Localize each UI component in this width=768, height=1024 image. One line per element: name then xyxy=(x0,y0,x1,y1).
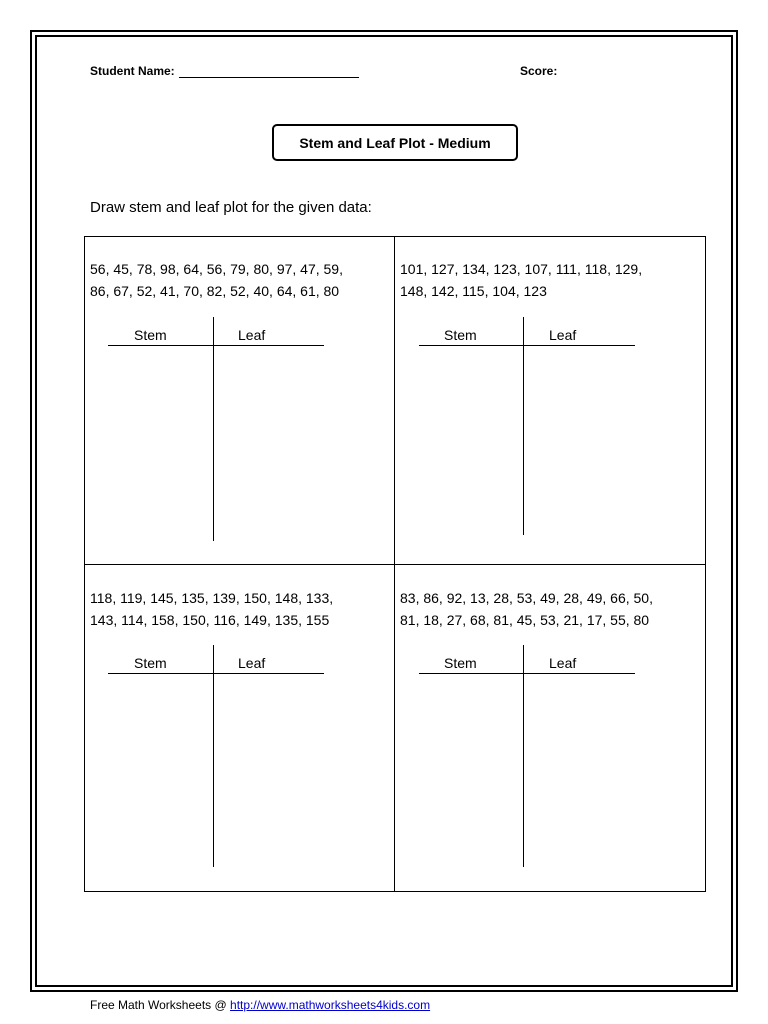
problem-3-data xyxy=(90,587,390,631)
worksheet-title xyxy=(272,124,518,161)
problem-2-data-line-1: 101, 127, 134, 123, 107, 111, 118, 129, xyxy=(400,261,643,277)
problem-2-data-line-2: 148, 142, 115, 104, 123 xyxy=(400,283,547,299)
student-name-field xyxy=(90,64,359,78)
problem-4-leaf-label: Leaf xyxy=(549,655,577,671)
problem-1-stem-label: Stem xyxy=(134,327,167,343)
worksheet-title-text: Stem and Leaf Plot - Medium xyxy=(299,134,491,151)
problem-1-data xyxy=(90,258,390,302)
problem-2-stem-divider xyxy=(523,317,524,535)
score-label: Score: xyxy=(520,64,558,78)
problem-3-leaf-label: Leaf xyxy=(238,655,266,671)
problem-1-stem-divider xyxy=(213,317,214,541)
footer-prefix: Free Math Worksheets @ xyxy=(90,998,231,1012)
problem-1-data-line-1: 56, 45, 78, 98, 64, 56, 79, 80, 97, 47, 59, xyxy=(90,261,343,277)
problem-1-header-rule xyxy=(108,345,324,346)
problem-2-data xyxy=(400,258,700,302)
problem-2-header-rule xyxy=(419,345,635,346)
problem-2-stem-label: Stem xyxy=(444,327,477,343)
problem-3-header-rule xyxy=(108,673,324,674)
instruction-text: Draw stem and leaf plot for the given data: xyxy=(90,199,372,216)
problem-3-stem-label: Stem xyxy=(134,655,167,671)
problem-4-data xyxy=(400,587,700,631)
problem-4-header-rule xyxy=(419,673,635,674)
problem-4-data-line-1: 83, 86, 92, 13, 28, 53, 49, 28, 49, 66, 50, xyxy=(400,590,653,606)
problem-1-data-line-2: 86, 67, 52, 41, 70, 82, 52, 40, 64, 61, 80 xyxy=(90,283,340,299)
problem-3-stem-divider xyxy=(213,645,214,867)
grid-divider-horizontal xyxy=(84,564,706,565)
problem-4-stem-divider xyxy=(523,645,524,867)
problem-1-leaf-label: Leaf xyxy=(238,327,266,343)
footer xyxy=(90,998,430,1012)
problem-3-data-line-1: 118, 119, 145, 135, 139, 150, 148, 133, xyxy=(90,590,334,606)
student-name-blank[interactable] xyxy=(179,66,359,78)
student-name-label: Student Name: xyxy=(90,64,175,78)
problem-2-leaf-label: Leaf xyxy=(549,327,577,343)
footer-link[interactable]: http://www.mathworksheets4kids.com xyxy=(230,998,431,1012)
problem-3-data-line-2: 143, 114, 158, 150, 116, 149, 135, 155 xyxy=(90,612,330,628)
problem-4-stem-label: Stem xyxy=(444,655,477,671)
problem-4-data-line-2: 81, 18, 27, 68, 81, 45, 53, 21, 17, 55, 80 xyxy=(400,612,650,628)
